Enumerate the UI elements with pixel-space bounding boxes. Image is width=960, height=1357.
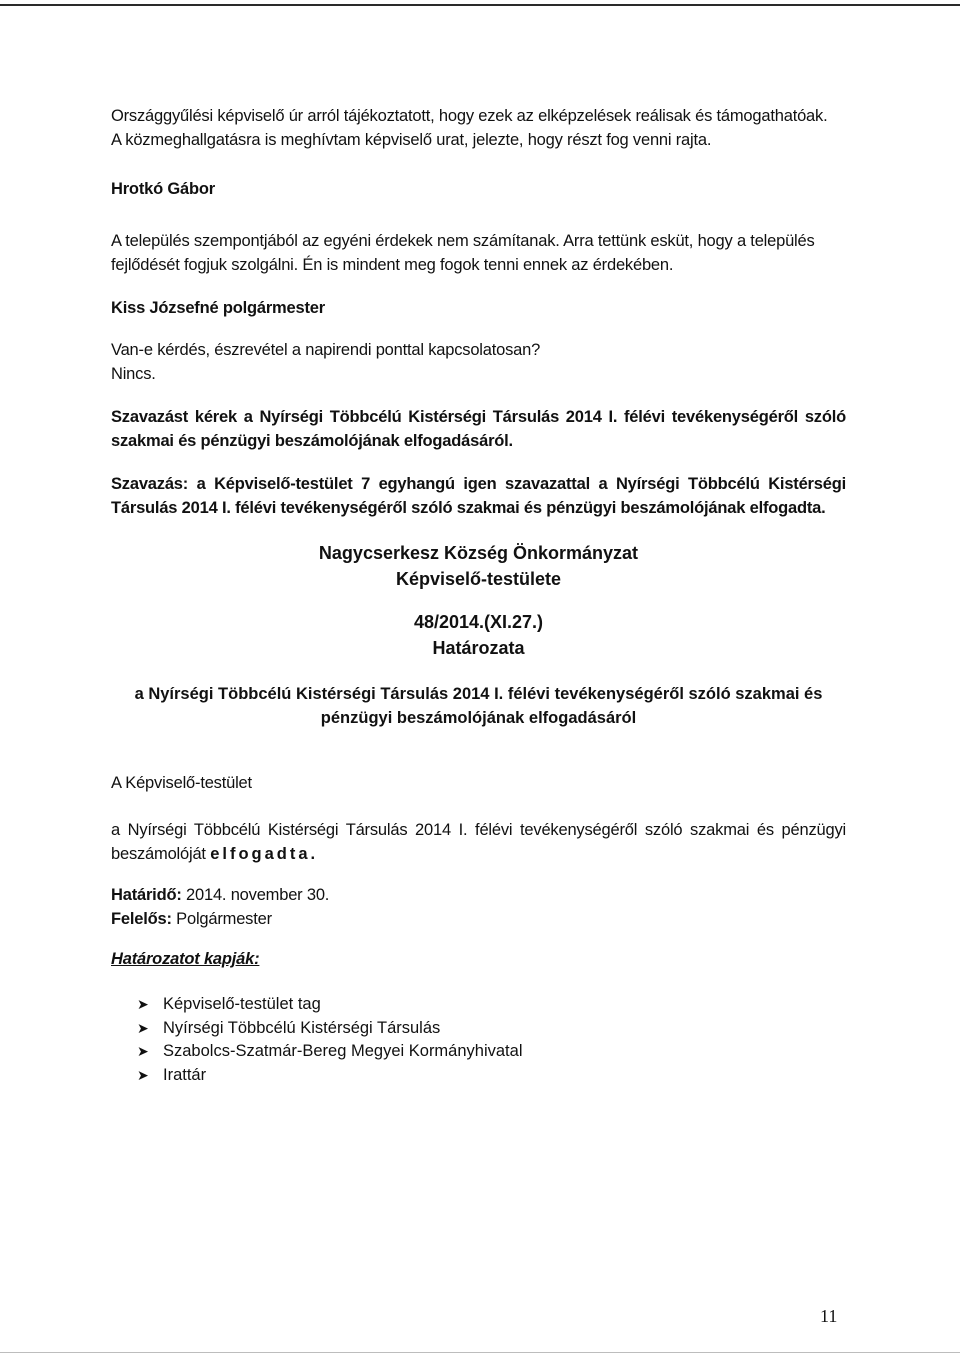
list-item: ➤ Szabolcs-Szatmár-Bereg Megyei Kormányhivatal	[137, 1040, 522, 1064]
deadline-label: Határidő:	[111, 886, 182, 904]
list-item: ➤ Irattár	[137, 1064, 522, 1088]
paragraph-hrotko	[111, 229, 846, 277]
resolution-header	[111, 540, 846, 592]
arrow-bullet-icon: ➤	[137, 1043, 149, 1059]
vote-request: Szavazást kérek a Nyírségi Többcélú Kistérségi Társulás 2014 I. félévi tevékenységéről szóló szakmai és pénzügyi beszámolójának elfogadásáról.	[111, 408, 846, 450]
bottom-border-line	[0, 1352, 960, 1353]
responsible-label: Felelős:	[111, 910, 172, 928]
paragraph-report	[111, 104, 846, 152]
top-border-line	[0, 4, 960, 6]
question-line: Van-e kérdés, észrevétel a napirendi ponttal kapcsolatosan?	[111, 341, 541, 359]
deadline-block	[111, 883, 846, 931]
report-line-2: A közmeghallgatásra is meghívtam képviselő urat, jelezte, hogy részt fog venni rajta.	[111, 131, 712, 149]
decision-paragraph	[111, 818, 846, 866]
page-number: 11	[820, 1306, 838, 1326]
council-label: A Képviselő-testület	[111, 774, 252, 792]
deadline-value: 2014. november 30.	[186, 886, 330, 904]
report-line-1: Országgyűlési képviselő úr arról tájékoztatott, hogy ezek az elképzelések reálisak és támogathatóak.	[111, 107, 828, 125]
recipients-title: Határozatot kapják:	[111, 950, 260, 968]
resolution-subject-line-1: a Nyírségi Többcélú Kistérségi Társulás 2014 I. félévi tevékenységéről szóló szakmai és	[134, 685, 823, 703]
answer-line: Nincs.	[111, 365, 156, 383]
paragraph-question	[111, 338, 846, 386]
speaker-mayor: Kiss Józsefné polgármester	[111, 299, 325, 317]
recipients-list	[137, 993, 522, 1087]
responsible-value: Polgármester	[176, 910, 272, 928]
resolution-number-block	[111, 609, 846, 661]
speaker-hrotko: Hrotkó Gábor	[111, 180, 215, 198]
resolution-body-line-2: Képviselő-testülete	[395, 569, 562, 589]
list-item: ➤ Képviselő-testület tag	[137, 993, 522, 1017]
hrotko-line-1: A település szempontjából az egyéni érdekek nem számítanak. Arra tettünk esküt, hogy a település	[111, 232, 815, 250]
resolution-body-line-1: Nagycserkesz Község Önkormányzat	[318, 543, 639, 563]
resolution-subject-line-2: pénzügyi beszámolójának elfogadásáról	[320, 709, 637, 727]
resolution-subject	[111, 682, 846, 730]
resolution-number: 48/2014.(XI.27.)	[413, 612, 544, 632]
list-item: ➤ Nyírségi Többcélú Kistérségi Társulás	[137, 1017, 522, 1041]
arrow-bullet-icon: ➤	[137, 1066, 149, 1083]
arrow-bullet-icon: ➤	[137, 996, 149, 1012]
decision-verb: elfogadta.	[210, 845, 319, 863]
arrow-bullet-icon: ➤	[137, 1019, 149, 1036]
hrotko-line-2: fejlődését fogjuk szolgálni. Én is mindent meg fogok tenni ennek az érdekében.	[111, 256, 674, 274]
resolution-type: Határozata	[432, 638, 525, 658]
decision-text: a Nyírségi Többcélú Kistérségi Társulás 2014 I. félévi tevékenységéről szóló szakmai és pénzügyi beszámolóját	[111, 821, 846, 863]
vote-result: Szavazás: a Képviselő-testület 7 egyhangú igen szavazattal a Nyírségi Többcélú Kistérségi Társulás 2014 I. félévi tevékenységéről szóló szakmai és pénzügyi beszámolójának elfogadta.	[111, 475, 846, 517]
recipients-title-row	[111, 947, 846, 971]
